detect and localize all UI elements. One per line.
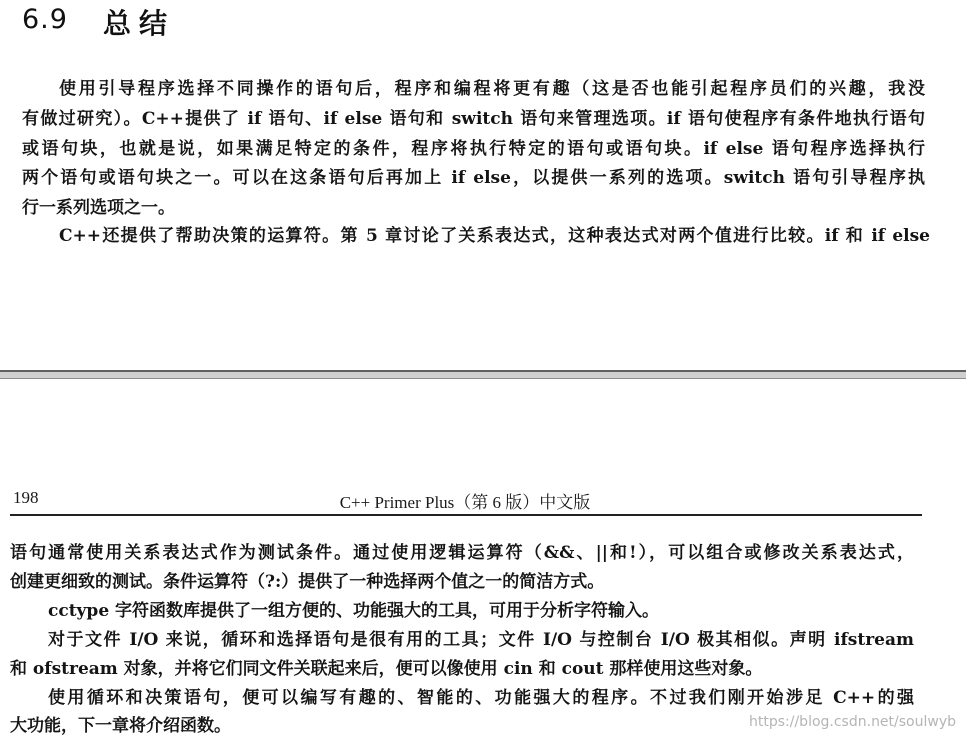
- paragraph-line: 创建更细致的测试。条件运算符（?:）提供了一种选择两个值之一的简洁方式。: [10, 572, 605, 592]
- watermark-url: https://blog.csdn.net/soulwyb: [749, 714, 956, 730]
- paragraph-line: 对于文件 I/O 来说，循环和选择语句是很有用的工具；文件 I/O 与控制台 I/O 极其相似。声明 ifstream: [48, 630, 914, 650]
- paragraph-line: 或语句块，也就是说，如果满足特定的条件，程序将执行特定的语句或语句块。if else 语句程序选择执行: [22, 139, 925, 159]
- paragraph-line: 语句通常使用关系表达式作为测试条件。通过使用逻辑运算符（&&、||和!），可以组合或修改关系表达式，: [10, 543, 914, 563]
- paragraph-line: 使用循环和决策语句，便可以编写有趣的、智能的、功能强大的程序。不过我们刚开始涉足 C++的强: [48, 688, 914, 708]
- paragraph-line: 使用引导程序选择不同操作的语句后，程序和编程将更有趣（这是否也能引起程序员们的兴趣，我没: [59, 79, 925, 99]
- header-rule: [10, 514, 922, 516]
- section-title: 总结: [103, 7, 176, 40]
- paragraph-line: cctype 字符函数库提供了一组方便的、功能强大的工具，可用于分析字符输入。: [48, 601, 660, 621]
- paragraph-line: 大功能，下一章将介绍函数。: [10, 716, 231, 736]
- paragraph-line: 两个语句或语句块之一。可以在这条语句后再加上 if else，以提供一系列的选项。switch 语句引导程序执: [22, 168, 925, 188]
- running-head: C++ Primer Plus（第 6 版）中文版: [339, 493, 591, 512]
- paragraph-line: 行一系列选项之一。: [22, 198, 175, 218]
- page-number: 198: [13, 488, 39, 507]
- section-number: 6.9: [22, 4, 68, 35]
- paragraph-line: 和 ofstream 对象，并将它们同文件关联起来后，便可以像使用 cin 和 cout 那样使用这些对象。: [10, 659, 763, 679]
- page-break-shadow: [0, 378, 966, 379]
- paragraph-line: C++还提供了帮助决策的运算符。第 5 章讨论了关系表达式，这种表达式对两个值进行比较。if 和 if else: [59, 226, 930, 246]
- paragraph-line: 有做过研究）。C++提供了 if 语句、if else 语句和 switch 语句来管理选项。if 语句使程序有条件地执行语句: [22, 109, 925, 129]
